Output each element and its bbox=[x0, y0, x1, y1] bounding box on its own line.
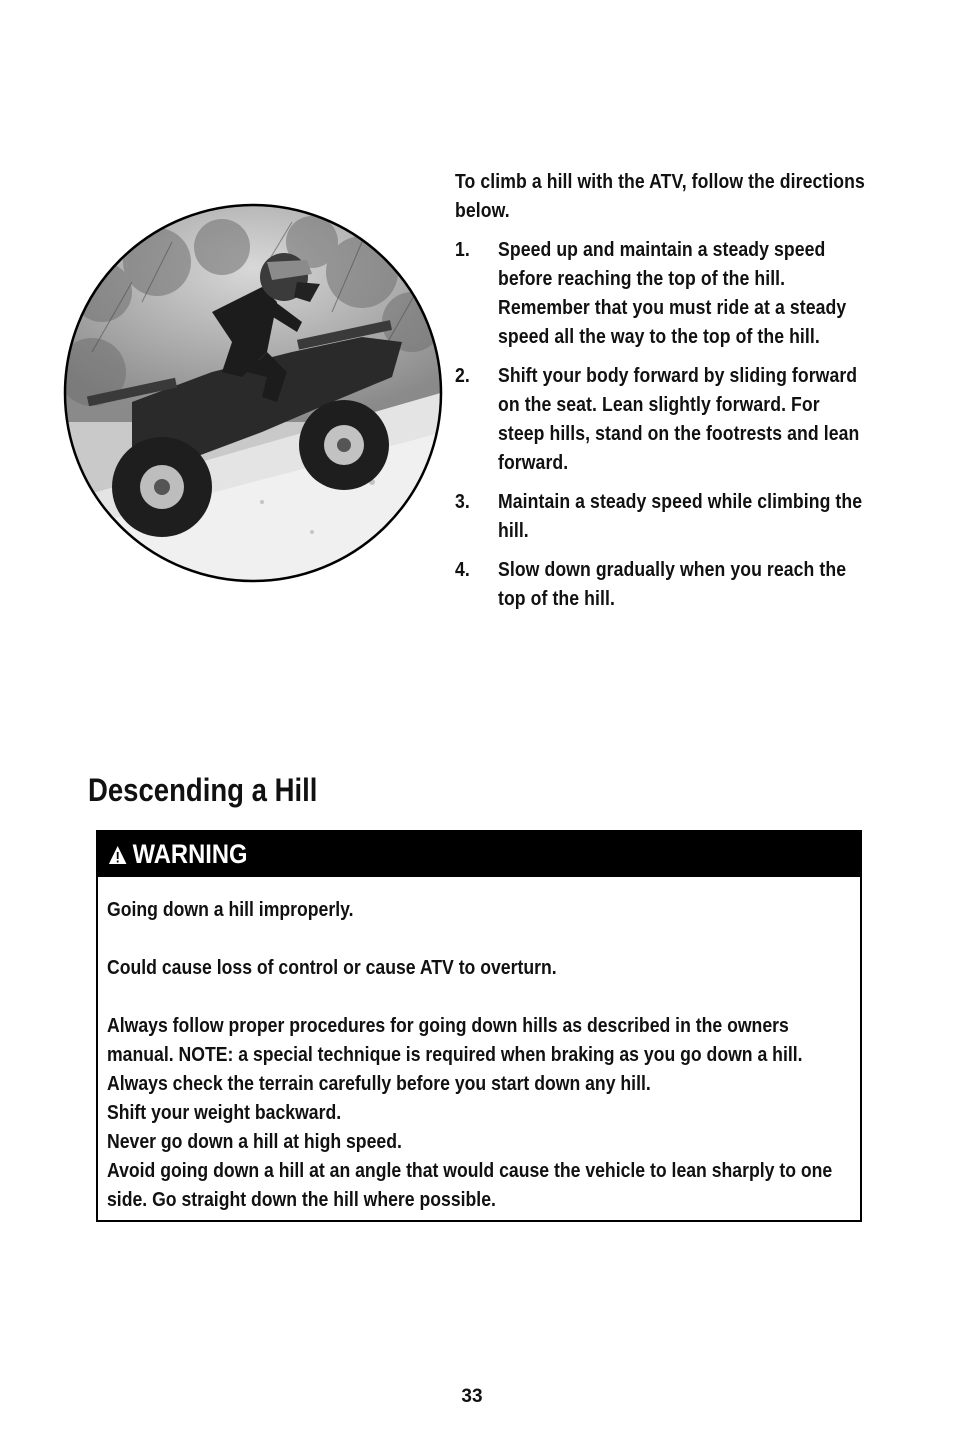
step-number: 2. bbox=[455, 364, 470, 387]
warning-body bbox=[98, 877, 860, 1214]
warning-label: WARNING bbox=[132, 839, 248, 869]
instruction-line: Always check the terrain carefully before you start down any hill. bbox=[107, 1072, 651, 1095]
list-item bbox=[455, 487, 868, 545]
warning-triangle-icon bbox=[108, 845, 127, 865]
list-item bbox=[455, 361, 868, 477]
step-text: Maintain a steady speed while climbing the hill. bbox=[498, 490, 863, 542]
instruction-line: Always follow proper procedures for going down hills as described in the owners manual. NOTE: a special technique is required when braking as you go down a hill. bbox=[107, 1014, 803, 1066]
instruction-line: Avoid going down a hill at an angle that would cause the vehicle to lean sharply to one side. Go straight down the hill where possible. bbox=[107, 1159, 833, 1211]
page-number: 33 bbox=[461, 1386, 483, 1407]
step-number: 3. bbox=[455, 490, 470, 513]
step-number: 4. bbox=[455, 558, 470, 581]
list-item bbox=[455, 235, 868, 351]
hill-climb-instructions bbox=[455, 167, 865, 623]
instruction-line: Never go down a hill at high speed. bbox=[107, 1130, 402, 1153]
warning-header bbox=[98, 832, 860, 877]
steps-list bbox=[455, 235, 868, 613]
warning-instructions bbox=[107, 1011, 847, 1214]
warning-hazard: Going down a hill improperly. bbox=[107, 898, 354, 921]
instruction-line: Shift your weight backward. bbox=[107, 1101, 342, 1124]
step-text: Shift your body forward by sliding forward on the seat. Lean slightly forward. For steep hills, stand on the footrests and lean forward. bbox=[498, 364, 860, 474]
step-text: Slow down gradually when you reach the top of the hill. bbox=[498, 558, 847, 610]
warning-box bbox=[96, 830, 862, 1222]
atv-hill-climb-photo bbox=[62, 202, 444, 584]
warning-consequence: Could cause loss of control or cause ATV to overturn. bbox=[107, 956, 557, 979]
step-text: Speed up and maintain a steady speed before reaching the top of the hill. Remember that you must ride at a steady speed all the way to the top of the hill. bbox=[498, 238, 847, 348]
list-item bbox=[455, 555, 868, 613]
intro-lead: To climb a hill with the ATV, follow the directions below. bbox=[455, 170, 865, 222]
step-number: 1. bbox=[455, 238, 470, 261]
section-title: Descending a Hill bbox=[88, 772, 318, 808]
